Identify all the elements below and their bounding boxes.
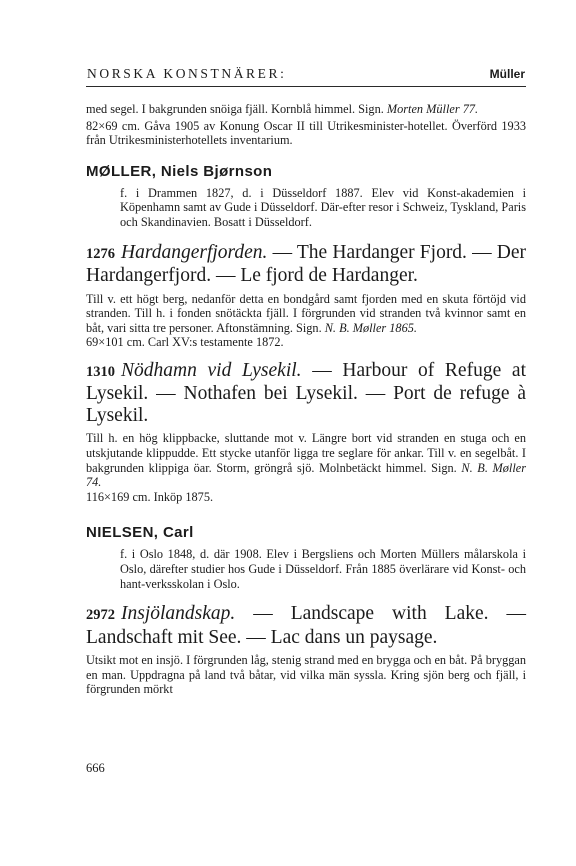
artist-heading-moller: MØLLER, Niels Bjørnson — [86, 162, 273, 180]
artist-bio-nielsen: f. i Oslo 1848, d. där 1908. Elev i Bergsliens och Morten Müllers målarskola i Oslo, därefter studier hos Gude i Düsseldorf. Från 1885 överlärare vid Konst- och hant-verksskolan i Oslo. — [120, 547, 526, 591]
artist-reference: Müller — [489, 67, 525, 81]
running-head — [86, 66, 526, 87]
work-title — [86, 242, 526, 287]
artist-bio-moller: f. i Drammen 1827, d. i Düsseldorf 1887. Elev vid Konst-akademien i Köpenhamn samt av Gude i Düsseldorf. Där-efter resor i Schweiz, Tyskland, Paris och Skandinavien. Bosatt i Düsseldorf. — [120, 185, 526, 229]
work-title — [86, 360, 526, 427]
work-signature: N. B. Møller 74. — [86, 460, 526, 490]
work-dimensions-provenance: 69×101 cm. Carl XV:s testamente 1872. — [86, 335, 284, 350]
page-number: 666 — [86, 761, 105, 775]
work-title-swedish: Insjölandskap. — [121, 603, 236, 625]
work-number: 1310 — [86, 363, 115, 380]
work-description: Utsikt mot en insjö. I förgrunden låg, stenig strand med en brygga och en båt. På bryggan en man. Uppdragna på land två båtar, vid vilka män syssla. Kring sjön berg och fjäll, i förgrunden mörkt — [86, 653, 526, 697]
continued-description — [86, 102, 526, 117]
work-title-translations: — Landscape with Lake. — Landschaft mit See. — Lac dans un paysage. — [86, 603, 526, 648]
work-title-swedish: Hardangerfjorden. — [121, 241, 268, 263]
artist-heading-nielsen: NIELSEN, Carl — [86, 524, 194, 542]
work-description-text: Till v. ett högt berg, nedanför detta en bondgård samt fjorden med en skuta förtöjd vid stranden. Till h. i fonden snötäckta fjäll. I förgrunden vid stranden två kvinnor samt en båt, vari sitta tre personer. Aftonstämning. Sign. — [86, 291, 526, 335]
work-title-translations: — The Hardanger Fjord. — Der Hardangerfjord. — Le fjord de Hardanger. — [86, 241, 526, 287]
work-title-translations: — Harbour of Refuge at Lysekil. — Nothafen bei Lysekil. — Port de refuge à Lysekil. — [86, 359, 526, 426]
work-signature: N. B. Møller 1865. — [324, 320, 417, 335]
work-description — [86, 431, 526, 489]
work-number: 2972 — [86, 607, 115, 624]
work-title-swedish: Nödhamn vid Lysekil. — [121, 359, 302, 381]
work-description-text: Till h. en hög klippbacke, sluttande mot v. Längre bort vid stranden en stuga och en utskjutande klippudde. Ett stycke utanför ligga tre seglare för ankar. Till v. en segelbåt. I bakgrunden klippiga öar. Storm, gröngrå sjö. Molnbetäckt himmel. Sign. — [86, 431, 526, 475]
continued-signature: Morten Müller 77. — [386, 102, 479, 116]
work-number: 1276 — [86, 245, 115, 262]
page-content — [86, 102, 526, 697]
work-title — [86, 603, 526, 648]
continued-text: med segel. I bakgrunden snöiga fjäll. Kornblå himmel. Sign. — [86, 102, 387, 116]
work-description — [86, 292, 526, 336]
section-title: NORSKA KONSTNÄRER: — [87, 66, 287, 81]
continued-provenance: 82×69 cm. Gåva 1905 av Konung Oscar II till Utrikesminister-hotellet. Överförd 1933 från Utrikesministerhotellets inventarium. — [86, 118, 526, 148]
work-dimensions-provenance: 116×169 cm. Inköp 1875. — [86, 489, 214, 504]
